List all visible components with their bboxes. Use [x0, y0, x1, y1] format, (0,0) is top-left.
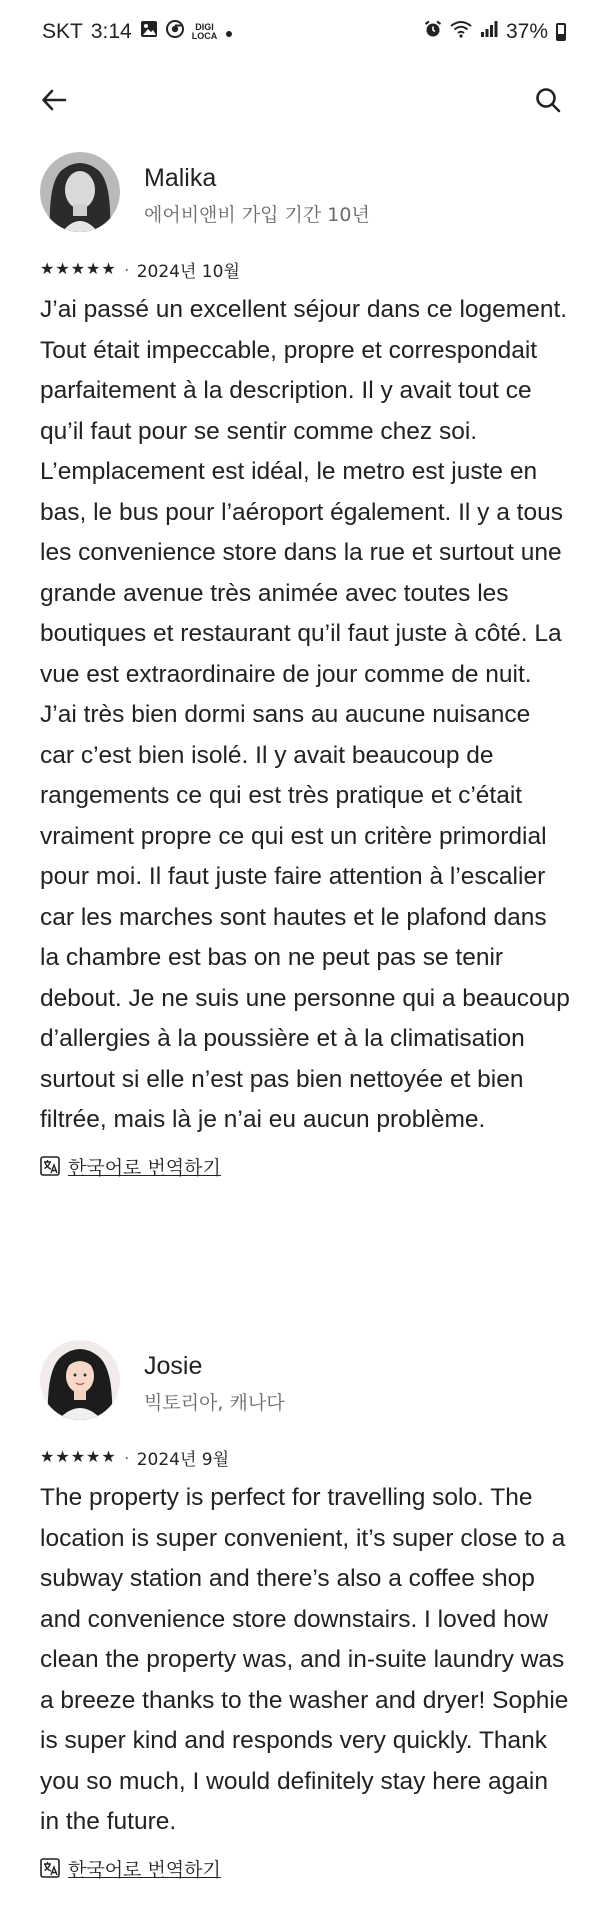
translate-link[interactable] [40, 1855, 570, 1882]
digi-loca-icon [192, 23, 218, 41]
arrow-left-icon [40, 86, 68, 114]
digi-line2: LOCA [191, 31, 218, 41]
signal-icon [480, 20, 498, 44]
review-text: J’ai passé un excellent séjour dans ce logement. Tout était impeccable, propre et correspondait parfaitement à la description. Il y avait tout ce qu’il faut pour se sentir comme chez soi. L’emplacement est idéal, le metro est juste en bas, le bus pour l’aéroport également. Il y a tous les convenience store dans la rue et surtout une grande avenue très animée avec toutes les boutiques et restaurant qu’il faut juste à côté. La vue est extraordinaire de jour comme de nuit. J’ai très bien dormi sans au aucune nuisance car c’est bien isolé. Il y avait beaucoup de rangements ce qui est très pratique et c’était vraiment propre ce qui est un critère primordial pour moi. Il faut juste faire attention à l’escalier car les marches sont hautes et le plafond dans la chambre est bas on ne peut pas se tenir debout. Je ne suis une personne qui a beaucoup d’allergies à la poussière et à la climatisation surtout si elle n’est pas bien nettoyée et bien filtrée, mais là je n’ai eu aucun problème. [40, 296, 570, 1133]
back-button[interactable] [36, 82, 72, 118]
translate-label[interactable]: 한국어로 번역하기 [68, 1156, 221, 1179]
review-text: The property is perfect for travelling solo. The location is super convenient, it’s super close to a subway station and there’s also a coffee shop and convenience store downstairs. I loved how clean the property was, and in-suite laundry was a breeze thanks to the washer and dryer! Sophie is super kind and responds very quickly. Thank you so much, I would definitely stay here again in the future. [40, 1484, 569, 1835]
translate-icon [40, 1156, 60, 1176]
reviewer-name: Josie [144, 1352, 203, 1380]
translate-icon [40, 1858, 60, 1878]
reviewer-header [40, 1340, 570, 1424]
review-date: 2024년 9월 [136, 1449, 230, 1470]
review-date: 2024년 10월 [136, 261, 240, 282]
digi-line1: DIGI [195, 22, 214, 32]
search-button[interactable] [530, 82, 566, 118]
wifi-icon [450, 20, 472, 44]
separator: · [123, 258, 130, 279]
gallery-icon [140, 20, 158, 44]
translate-link[interactable] [40, 1153, 570, 1180]
review-meta [40, 254, 570, 284]
search-icon [534, 86, 562, 114]
review-meta [40, 1442, 570, 1472]
dot-icon [225, 20, 233, 44]
review-card [40, 1340, 570, 1882]
translate-label[interactable]: 한국어로 번역하기 [68, 1858, 221, 1881]
battery-label: 37% [505, 20, 548, 43]
carrier-label: SKT [42, 20, 83, 43]
chrome-icon [166, 20, 184, 44]
reviewer-header [40, 152, 570, 236]
review-card [40, 152, 570, 1180]
reviewer-subtitle: 에어비앤비 가입 기간 10년 [144, 204, 370, 226]
status-left [42, 20, 233, 44]
star-rating: ★★★★★ [40, 1449, 117, 1466]
nav-bar [0, 64, 600, 136]
reviewer-name: Malika [144, 164, 217, 192]
star-rating: ★★★★★ [40, 261, 117, 278]
status-right [424, 20, 566, 44]
battery-icon [556, 23, 566, 41]
time-label: 3:14 [90, 20, 132, 43]
status-bar [0, 0, 600, 64]
alarm-icon [424, 20, 442, 44]
avatar[interactable] [40, 152, 120, 232]
avatar[interactable] [40, 1340, 120, 1420]
separator: · [123, 1446, 130, 1467]
reviewer-subtitle: 빅토리아, 캐나다 [144, 1392, 285, 1414]
